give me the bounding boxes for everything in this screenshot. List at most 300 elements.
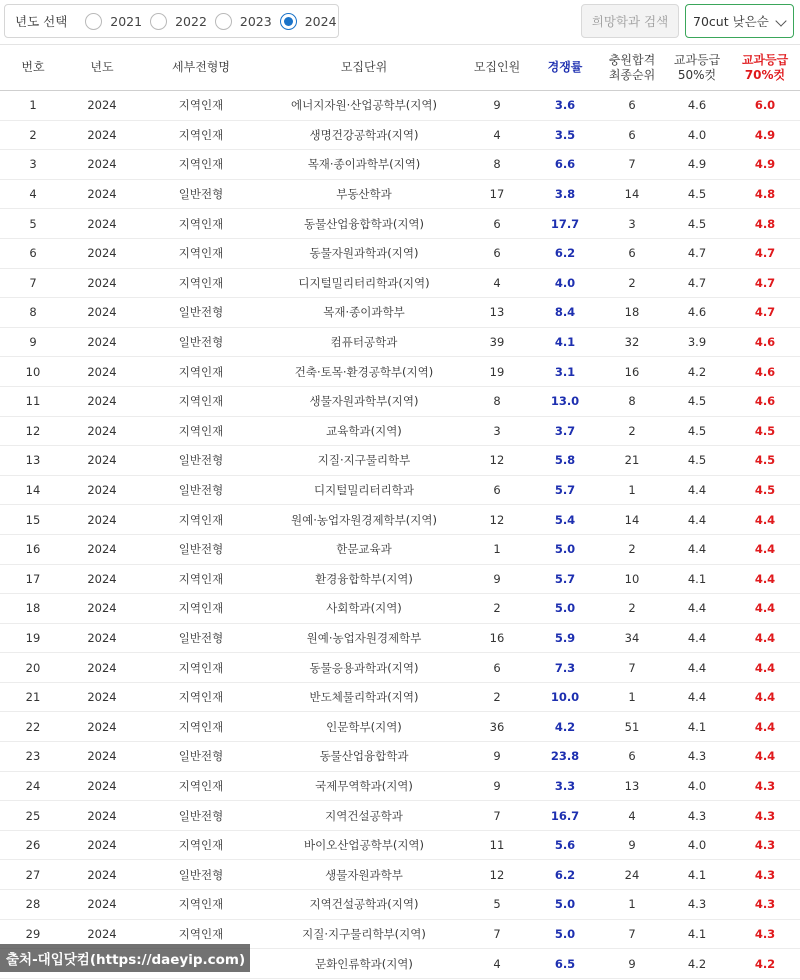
search-major-button[interactable]: 희망학과 검색	[581, 4, 679, 38]
col-grade-70-cell: 4.4	[730, 712, 800, 742]
col-waitlist-rank-cell: 6	[600, 120, 664, 150]
col-unit-cell: 인문학부(지역)	[264, 712, 464, 742]
col-quota-cell: 2	[464, 682, 530, 712]
col-quota-cell: 9	[464, 564, 530, 594]
col-quota-cell: 12	[464, 505, 530, 535]
col-number-cell: 28	[0, 890, 66, 920]
col-admission-type-cell: 지역인재	[138, 771, 264, 801]
col-number-cell: 14	[0, 475, 66, 505]
col-year-cell: 2024	[66, 534, 138, 564]
col-unit-cell: 바이오산업공학부(지역)	[264, 830, 464, 860]
col-grade-50-cell: 4.2	[664, 357, 730, 387]
col-quota-cell: 4	[464, 120, 530, 150]
source-watermark: 출처-대입닷컴(https://daeyip.com)	[0, 944, 250, 972]
col-quota-cell: 7	[464, 919, 530, 949]
col-unit-cell: 목재·종이과학부	[264, 298, 464, 328]
col-grade-70-cell: 4.4	[730, 623, 800, 653]
col-grade-50-cell: 4.9	[664, 150, 730, 180]
col-waitlist-rank-header[interactable]: 충원합격 최종순위	[600, 45, 664, 91]
col-quota-cell: 39	[464, 327, 530, 357]
col-year-cell: 2024	[66, 594, 138, 624]
col-admission-type-cell: 지역인재	[138, 682, 264, 712]
year-option-label: 2024	[304, 13, 337, 29]
col-year-header[interactable]: 년도	[66, 45, 138, 91]
col-competition-cell: 4.1	[530, 327, 600, 357]
table-row[interactable]	[0, 327, 800, 357]
col-number-cell: 23	[0, 742, 66, 772]
col-number-cell: 5	[0, 209, 66, 239]
table-row[interactable]	[0, 209, 800, 239]
col-waitlist-rank-cell: 9	[600, 830, 664, 860]
col-competition-cell: 7.3	[530, 653, 600, 683]
col-grade-50-cell: 4.4	[664, 475, 730, 505]
col-unit-cell: 원예·농업자원경제학부(지역)	[264, 505, 464, 535]
table-row[interactable]	[0, 653, 800, 683]
col-grade-70-cell: 4.4	[730, 564, 800, 594]
col-admission-type-cell: 지역인재	[138, 505, 264, 535]
radio-button-2021[interactable]	[85, 13, 102, 30]
col-number-cell: 12	[0, 416, 66, 446]
col-unit-cell: 원예·농업자원경제학부	[264, 623, 464, 653]
col-number-cell: 4	[0, 179, 66, 209]
table-row[interactable]	[0, 860, 800, 890]
col-admission-type-cell: 지역인재	[138, 150, 264, 180]
col-competition-cell: 6.2	[530, 860, 600, 890]
col-admission-type-cell: 지역인재	[138, 919, 264, 949]
col-year-cell: 2024	[66, 120, 138, 150]
col-grade-70-cell: 4.9	[730, 120, 800, 150]
col-grade-50-cell: 4.6	[664, 91, 730, 121]
col-grade-70-cell: 4.3	[730, 890, 800, 920]
col-number-cell: 27	[0, 860, 66, 890]
col-admission-type-cell: 지역인재	[138, 268, 264, 298]
col-year-cell: 2024	[66, 179, 138, 209]
col-competition-cell: 23.8	[530, 742, 600, 772]
col-number-cell: 18	[0, 594, 66, 624]
col-grade-70-cell: 4.3	[730, 771, 800, 801]
col-grade-70-cell: 4.3	[730, 801, 800, 831]
col-grade-50-cell: 4.7	[664, 238, 730, 268]
col-unit-cell: 환경융합학부(지역)	[264, 564, 464, 594]
col-grade-50-cell: 4.5	[664, 386, 730, 416]
col-grade-50-cell: 4.2	[664, 949, 730, 979]
col-waitlist-rank-cell: 2	[600, 268, 664, 298]
col-unit-cell: 디지털밀리터리학과	[264, 475, 464, 505]
col-competition-cell: 5.0	[530, 890, 600, 920]
col-admission-type-cell: 지역인재	[138, 653, 264, 683]
col-waitlist-rank-cell: 1	[600, 890, 664, 920]
col-number-cell: 13	[0, 446, 66, 476]
col-competition-cell: 5.0	[530, 534, 600, 564]
col-unit-cell: 지질·지구물리학부	[264, 446, 464, 476]
col-unit-cell: 지질·지구물리학부(지역)	[264, 919, 464, 949]
col-quota-cell: 6	[464, 238, 530, 268]
col-unit-cell: 생명건강공학과(지역)	[264, 120, 464, 150]
col-year-cell: 2024	[66, 386, 138, 416]
col-waitlist-rank-cell: 6	[600, 238, 664, 268]
col-number-cell: 24	[0, 771, 66, 801]
col-grade-70-cell: 4.4	[730, 534, 800, 564]
col-admission-type-header[interactable]: 세부전형명	[138, 45, 264, 91]
col-unit-cell: 교육학과(지역)	[264, 416, 464, 446]
col-grade-50-cell: 4.3	[664, 801, 730, 831]
col-competition-cell: 8.4	[530, 298, 600, 328]
col-grade-50-cell: 4.4	[664, 594, 730, 624]
col-quota-cell: 9	[464, 91, 530, 121]
table-row[interactable]	[0, 594, 800, 624]
col-year-cell: 2024	[66, 357, 138, 387]
col-admission-type-cell: 일반전형	[138, 801, 264, 831]
col-year-cell: 2024	[66, 150, 138, 180]
table-row[interactable]	[0, 238, 800, 268]
col-unit-cell: 생물자원과학부	[264, 860, 464, 890]
col-quota-cell: 36	[464, 712, 530, 742]
col-year-cell: 2024	[66, 830, 138, 860]
col-admission-type-cell: 일반전형	[138, 475, 264, 505]
col-waitlist-rank-cell: 14	[600, 179, 664, 209]
col-competition-cell: 3.1	[530, 357, 600, 387]
col-year-cell: 2024	[66, 682, 138, 712]
col-number-cell: 11	[0, 386, 66, 416]
col-admission-type-cell: 일반전형	[138, 298, 264, 328]
col-competition-cell: 3.8	[530, 179, 600, 209]
col-year-cell: 2024	[66, 771, 138, 801]
col-competition-cell: 4.0	[530, 268, 600, 298]
col-admission-type-cell: 지역인재	[138, 386, 264, 416]
col-quota-cell: 6	[464, 475, 530, 505]
col-admission-type-cell: 지역인재	[138, 120, 264, 150]
col-grade-70-cell: 4.9	[730, 150, 800, 180]
col-grade-50-cell: 4.0	[664, 830, 730, 860]
col-grade-70-cell: 4.5	[730, 446, 800, 476]
col-quota-cell: 8	[464, 150, 530, 180]
col-waitlist-rank-cell: 3	[600, 209, 664, 239]
col-unit-cell: 사회학과(지역)	[264, 594, 464, 624]
year-option-label: 2022	[175, 13, 207, 29]
col-admission-type-cell: 지역인재	[138, 416, 264, 446]
col-grade-50-cell: 4.5	[664, 179, 730, 209]
col-number-cell: 3	[0, 150, 66, 180]
col-competition-cell: 6.5	[530, 949, 600, 979]
col-grade-50-cell: 4.1	[664, 919, 730, 949]
col-competition-header[interactable]: 경쟁률	[530, 45, 600, 91]
col-unit-cell: 동물자원과학과(지역)	[264, 238, 464, 268]
col-number-cell: 26	[0, 830, 66, 860]
col-competition-cell: 17.7	[530, 209, 600, 239]
col-competition-cell: 3.3	[530, 771, 600, 801]
col-year-cell: 2024	[66, 890, 138, 920]
table-row[interactable]	[0, 534, 800, 564]
col-waitlist-rank-cell: 2	[600, 594, 664, 624]
col-competition-cell: 6.6	[530, 150, 600, 180]
col-admission-type-cell: 지역인재	[138, 209, 264, 239]
col-waitlist-rank-cell: 13	[600, 771, 664, 801]
col-waitlist-rank-cell: 32	[600, 327, 664, 357]
col-quota-cell: 6	[464, 209, 530, 239]
col-unit-cell: 목재·종이과학부(지역)	[264, 150, 464, 180]
col-competition-cell: 5.6	[530, 830, 600, 860]
year-filter-label: 년도 선택	[15, 14, 68, 29]
col-unit-cell: 동물산업융합학과	[264, 742, 464, 772]
col-waitlist-rank-cell: 2	[600, 416, 664, 446]
col-competition-cell: 5.7	[530, 475, 600, 505]
col-quota-cell: 17	[464, 179, 530, 209]
col-waitlist-rank-cell: 14	[600, 505, 664, 535]
col-competition-cell: 3.6	[530, 91, 600, 121]
col-unit-cell: 부동산학과	[264, 179, 464, 209]
table-row[interactable]	[0, 475, 800, 505]
col-year-cell: 2024	[66, 505, 138, 535]
col-waitlist-rank-cell: 4	[600, 801, 664, 831]
col-quota-header[interactable]: 모집인원	[464, 45, 530, 91]
col-competition-cell: 5.8	[530, 446, 600, 476]
col-competition-cell: 5.4	[530, 505, 600, 535]
col-grade-50-cell: 4.1	[664, 564, 730, 594]
col-admission-type-cell: 지역인재	[138, 357, 264, 387]
col-year-cell: 2024	[66, 238, 138, 268]
col-grade-50-cell: 4.4	[664, 534, 730, 564]
col-grade-70-cell: 4.4	[730, 682, 800, 712]
col-grade-50-cell: 4.4	[664, 682, 730, 712]
col-admission-type-cell: 일반전형	[138, 179, 264, 209]
col-grade-70-cell: 4.7	[730, 238, 800, 268]
col-quota-cell: 9	[464, 742, 530, 772]
col-number-cell: 20	[0, 653, 66, 683]
col-grade-50-cell: 4.4	[664, 653, 730, 683]
col-waitlist-rank-cell: 21	[600, 446, 664, 476]
col-grade-70-cell: 4.2	[730, 949, 800, 979]
col-unit-cell: 건축·토목·환경공학부(지역)	[264, 357, 464, 387]
col-waitlist-rank-cell: 18	[600, 298, 664, 328]
col-year-cell: 2024	[66, 298, 138, 328]
table-row[interactable]	[0, 357, 800, 387]
col-grade-70-cell: 4.5	[730, 475, 800, 505]
col-grade-50-cell: 4.0	[664, 771, 730, 801]
col-waitlist-rank-cell: 7	[600, 919, 664, 949]
col-grade-50-cell: 4.4	[664, 623, 730, 653]
col-number-cell: 9	[0, 327, 66, 357]
radio-button-2023[interactable]	[215, 13, 232, 30]
col-grade-50-cell: 4.5	[664, 416, 730, 446]
col-grade-50-cell: 4.7	[664, 268, 730, 298]
col-unit-cell: 동물응용과학과(지역)	[264, 653, 464, 683]
sort-select[interactable]	[685, 4, 794, 38]
col-waitlist-rank-cell: 7	[600, 653, 664, 683]
col-quota-cell: 3	[464, 416, 530, 446]
col-unit-cell: 동물산업융합학과(지역)	[264, 209, 464, 239]
col-grade-70-cell: 4.4	[730, 742, 800, 772]
col-quota-cell: 16	[464, 623, 530, 653]
top-toolbar	[0, 0, 800, 44]
col-quota-cell: 13	[464, 298, 530, 328]
col-year-cell: 2024	[66, 653, 138, 683]
col-grade-50-cell: 3.9	[664, 327, 730, 357]
col-grade-70-cell: 4.7	[730, 298, 800, 328]
col-grade-50-cell: 4.5	[664, 209, 730, 239]
col-admission-type-cell: 지역인재	[138, 830, 264, 860]
col-waitlist-rank-cell: 8	[600, 386, 664, 416]
col-quota-cell: 6	[464, 653, 530, 683]
col-unit-cell: 반도체물리학과(지역)	[264, 682, 464, 712]
col-grade-50-cell: 4.6	[664, 298, 730, 328]
col-year-cell: 2024	[66, 742, 138, 772]
col-waitlist-rank-cell: 9	[600, 949, 664, 979]
col-number-cell: 21	[0, 682, 66, 712]
table-row[interactable]	[0, 890, 800, 920]
col-grade-70-cell: 4.4	[730, 653, 800, 683]
col-grade-70-cell: 6.0	[730, 91, 800, 121]
col-unit-cell: 생물자원과학부(지역)	[264, 386, 464, 416]
col-unit-cell: 국제무역학과(지역)	[264, 771, 464, 801]
col-year-cell: 2024	[66, 209, 138, 239]
col-quota-cell: 5	[464, 890, 530, 920]
col-grade-70-header[interactable]: 교과등급 70%컷	[730, 45, 800, 91]
col-waitlist-rank-cell: 6	[600, 91, 664, 121]
col-admission-type-cell: 지역인재	[138, 594, 264, 624]
table-row[interactable]	[0, 386, 800, 416]
col-quota-cell: 19	[464, 357, 530, 387]
col-quota-cell: 2	[464, 594, 530, 624]
col-year-cell: 2024	[66, 623, 138, 653]
col-grade-70-cell: 4.6	[730, 386, 800, 416]
table-row[interactable]	[0, 682, 800, 712]
col-number-cell: 1	[0, 91, 66, 121]
col-competition-cell: 16.7	[530, 801, 600, 831]
year-option-2024[interactable]	[280, 13, 337, 30]
col-admission-type-cell: 지역인재	[138, 238, 264, 268]
table-row[interactable]	[0, 830, 800, 860]
col-number-cell: 16	[0, 534, 66, 564]
col-competition-cell: 5.0	[530, 594, 600, 624]
col-admission-type-cell: 지역인재	[138, 91, 264, 121]
col-admission-type-cell: 지역인재	[138, 564, 264, 594]
col-admission-type-cell: 일반전형	[138, 327, 264, 357]
col-competition-cell: 3.5	[530, 120, 600, 150]
year-option-2023[interactable]	[215, 13, 272, 30]
col-number-header[interactable]: 번호	[0, 45, 66, 91]
col-quota-cell: 12	[464, 446, 530, 476]
col-waitlist-rank-cell: 7	[600, 150, 664, 180]
col-grade-70-cell: 4.8	[730, 179, 800, 209]
col-admission-type-cell: 일반전형	[138, 534, 264, 564]
col-competition-cell: 4.2	[530, 712, 600, 742]
table-row[interactable]	[0, 742, 800, 772]
col-quota-cell: 4	[464, 949, 530, 979]
table-row[interactable]	[0, 801, 800, 831]
col-competition-cell: 6.2	[530, 238, 600, 268]
table-row[interactable]	[0, 564, 800, 594]
table-row[interactable]	[0, 150, 800, 180]
col-year-cell: 2024	[66, 801, 138, 831]
col-waitlist-rank-cell: 1	[600, 475, 664, 505]
col-number-cell: 7	[0, 268, 66, 298]
col-year-cell: 2024	[66, 327, 138, 357]
sort-select-value: 70cut 낮은순	[693, 14, 769, 29]
col-unit-cell: 지역건설공학과(지역)	[264, 890, 464, 920]
col-quota-cell: 8	[464, 386, 530, 416]
col-number-cell: 10	[0, 357, 66, 387]
col-waitlist-rank-cell: 2	[600, 534, 664, 564]
year-option-2022[interactable]	[150, 13, 207, 30]
col-quota-cell: 12	[464, 860, 530, 890]
year-option-2021[interactable]	[85, 13, 142, 30]
table-row[interactable]	[0, 505, 800, 535]
col-year-cell: 2024	[66, 91, 138, 121]
col-waitlist-rank-cell: 24	[600, 860, 664, 890]
col-unit-cell: 문화인류학과(지역)	[264, 949, 464, 979]
table-row[interactable]	[0, 298, 800, 328]
col-unit-header[interactable]: 모집단위	[264, 45, 464, 91]
table-row[interactable]	[0, 179, 800, 209]
col-waitlist-rank-cell: 16	[600, 357, 664, 387]
col-admission-type-cell: 일반전형	[138, 860, 264, 890]
col-admission-type-cell: 지역인재	[138, 712, 264, 742]
col-waitlist-rank-cell: 51	[600, 712, 664, 742]
col-grade-70-cell: 4.5	[730, 416, 800, 446]
col-grade-70-cell: 4.7	[730, 268, 800, 298]
table-row[interactable]	[0, 416, 800, 446]
col-year-cell: 2024	[66, 564, 138, 594]
col-number-cell: 6	[0, 238, 66, 268]
col-grade-70-cell: 4.4	[730, 594, 800, 624]
col-competition-cell: 5.0	[530, 919, 600, 949]
col-unit-cell: 컴퓨터공학과	[264, 327, 464, 357]
col-waitlist-rank-cell: 34	[600, 623, 664, 653]
col-grade-70-cell: 4.4	[730, 505, 800, 535]
col-unit-cell: 한문교육과	[264, 534, 464, 564]
col-admission-type-cell: 일반전형	[138, 623, 264, 653]
col-competition-cell: 5.9	[530, 623, 600, 653]
col-grade-70-cell: 4.3	[730, 860, 800, 890]
col-number-cell: 25	[0, 801, 66, 831]
col-grade-50-header[interactable]: 교과등급 50%컷	[664, 45, 730, 91]
table-row[interactable]	[0, 712, 800, 742]
col-grade-50-cell: 4.3	[664, 742, 730, 772]
col-quota-cell: 7	[464, 801, 530, 831]
col-grade-50-cell: 4.5	[664, 446, 730, 476]
col-admission-type-cell: 일반전형	[138, 742, 264, 772]
table-row[interactable]	[0, 623, 800, 653]
col-year-cell: 2024	[66, 268, 138, 298]
col-grade-70-cell: 4.6	[730, 327, 800, 357]
col-year-cell: 2024	[66, 712, 138, 742]
col-number-cell: 22	[0, 712, 66, 742]
col-grade-70-cell: 4.3	[730, 830, 800, 860]
col-number-cell: 2	[0, 120, 66, 150]
col-competition-cell: 5.7	[530, 564, 600, 594]
radio-button-2024[interactable]	[280, 13, 297, 30]
col-grade-50-cell: 4.1	[664, 712, 730, 742]
table-row[interactable]	[0, 446, 800, 476]
table-row[interactable]	[0, 120, 800, 150]
col-waitlist-rank-cell: 6	[600, 742, 664, 772]
col-grade-50-cell: 4.4	[664, 505, 730, 535]
col-grade-50-cell: 4.1	[664, 860, 730, 890]
year-option-label: 2021	[110, 13, 143, 29]
col-number-cell: 17	[0, 564, 66, 594]
col-unit-cell: 지역건설공학과	[264, 801, 464, 831]
col-grade-50-cell: 4.3	[664, 890, 730, 920]
col-quota-cell: 4	[464, 268, 530, 298]
table-row[interactable]	[0, 771, 800, 801]
radio-button-2022[interactable]	[150, 13, 167, 30]
table-row[interactable]	[0, 91, 800, 121]
table-header-row	[0, 45, 800, 91]
col-waitlist-rank-cell: 10	[600, 564, 664, 594]
table-row[interactable]	[0, 268, 800, 298]
col-competition-cell: 13.0	[530, 386, 600, 416]
col-year-cell: 2024	[66, 475, 138, 505]
